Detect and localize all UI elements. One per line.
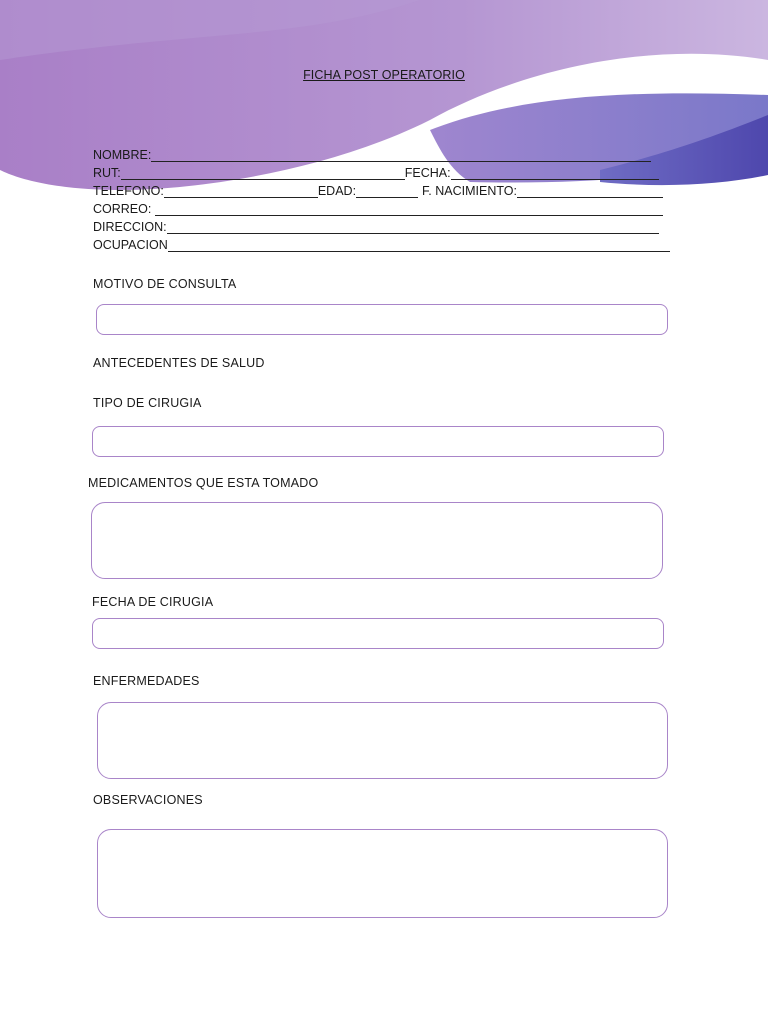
ocupacion-field[interactable] bbox=[93, 237, 670, 252]
enfermedades-heading: ENFERMEDADES bbox=[93, 674, 200, 688]
fecha-blank[interactable] bbox=[451, 167, 659, 180]
nombre-blank[interactable] bbox=[151, 149, 651, 162]
correo-field[interactable] bbox=[93, 201, 663, 216]
fecha-label: FECHA: bbox=[404, 166, 451, 180]
fecha-cirugia-input-box[interactable] bbox=[92, 618, 664, 649]
medicamentos-input-box[interactable] bbox=[91, 502, 663, 579]
rut-label: RUT: bbox=[93, 166, 121, 180]
rut-fecha-row bbox=[93, 165, 659, 180]
motivo-heading: MOTIVO DE CONSULTA bbox=[93, 277, 237, 291]
tipo-cirugia-heading: TIPO DE CIRUGIA bbox=[93, 396, 202, 410]
observaciones-input-box[interactable] bbox=[97, 829, 668, 918]
nombre-label: NOMBRE: bbox=[93, 148, 152, 162]
form-title: FICHA POST OPERATORIO bbox=[303, 68, 465, 82]
correo-blank[interactable] bbox=[155, 203, 663, 216]
direccion-field[interactable] bbox=[93, 219, 659, 234]
correo-label: CORREO: bbox=[93, 202, 152, 216]
fecha-cirugia-heading: FECHA DE CIRUGIA bbox=[92, 595, 214, 609]
antecedentes-heading: ANTECEDENTES DE SALUD bbox=[93, 356, 265, 370]
motivo-input-box[interactable] bbox=[96, 304, 668, 335]
medicamentos-heading: MEDICAMENTOS QUE ESTA TOMADO bbox=[88, 476, 319, 490]
rut-blank[interactable] bbox=[121, 167, 405, 180]
direccion-label: DIRECCION: bbox=[93, 220, 167, 234]
direccion-blank[interactable] bbox=[167, 221, 659, 234]
telefono-row bbox=[93, 183, 663, 198]
edad-label: EDAD: bbox=[317, 184, 357, 198]
nombre-field[interactable] bbox=[93, 147, 651, 162]
nacimiento-label: F. NACIMIENTO: bbox=[422, 184, 517, 198]
telefono-blank[interactable] bbox=[164, 185, 318, 198]
ocupacion-blank[interactable] bbox=[168, 239, 670, 252]
nacimiento-blank[interactable] bbox=[517, 185, 663, 198]
telefono-label: TELEFONO: bbox=[93, 184, 164, 198]
edad-blank[interactable] bbox=[356, 185, 418, 198]
ocupacion-label: OCUPACION bbox=[93, 238, 168, 252]
enfermedades-input-box[interactable] bbox=[97, 702, 668, 779]
observaciones-heading: OBSERVACIONES bbox=[93, 793, 203, 807]
tipo-cirugia-input-box[interactable] bbox=[92, 426, 664, 457]
